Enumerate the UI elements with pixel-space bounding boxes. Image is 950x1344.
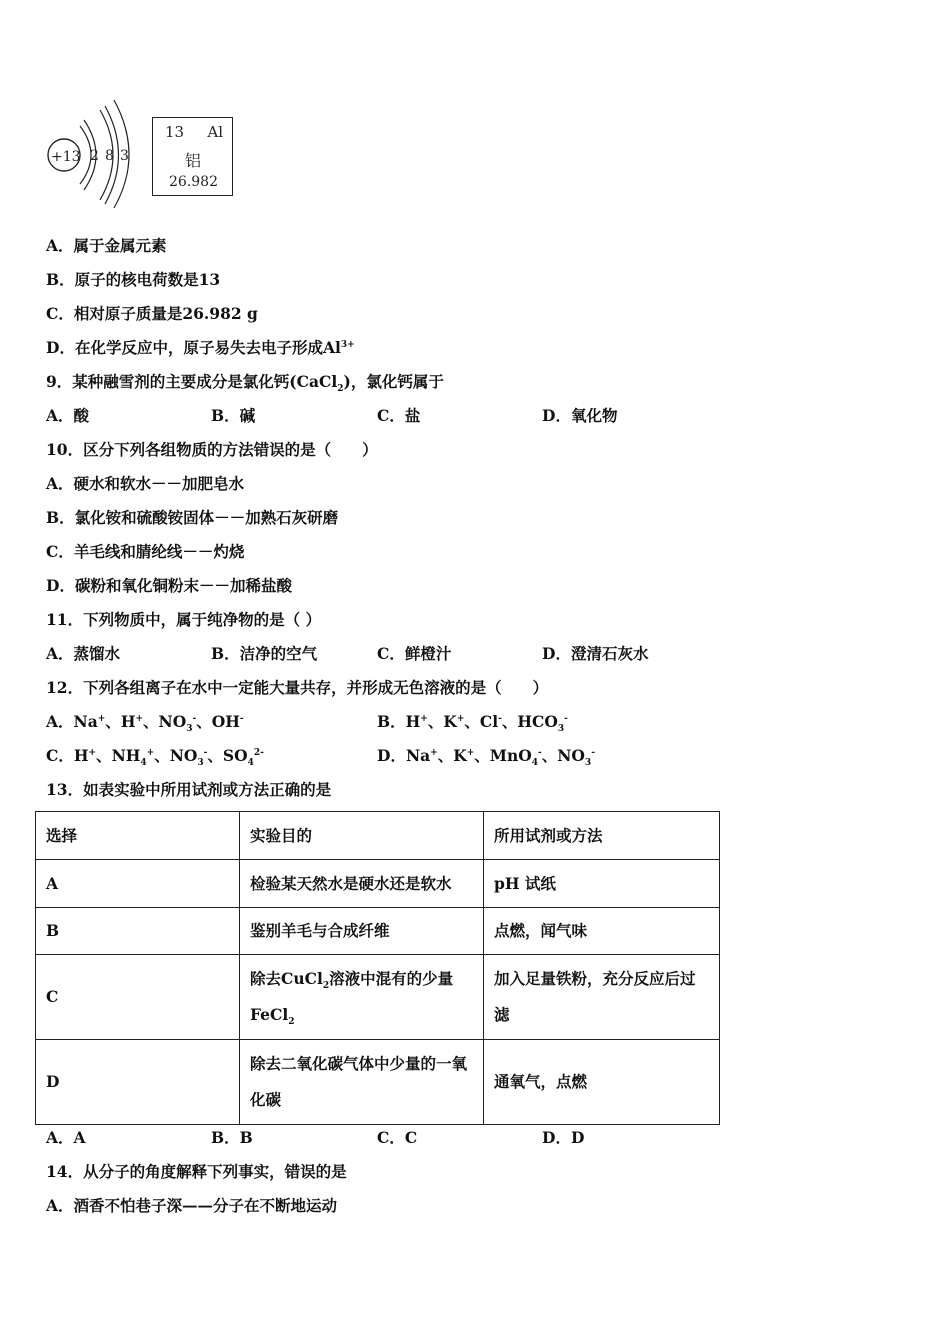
row-choice: C: [36, 955, 240, 1040]
table-row: [36, 955, 720, 1040]
q12-option-b: B．H+、K+、Cl-、$HCO_3^-$: [377, 712, 568, 735]
q9-option-d: D．氧化物: [542, 406, 618, 425]
shell-2-count: 8: [105, 148, 114, 164]
q14-stem: 14．从分子的角度解释下列事实，错误的是: [46, 1162, 347, 1181]
q8-option-c: C．相对原子质量是26.982 g: [46, 304, 258, 323]
row-purpose: 检验某天然水是硬水还是软水: [240, 860, 484, 908]
q10-option-b: B．氯化铵和硫酸铵固体－－加熟石灰研磨: [46, 508, 339, 527]
q9-option-a: A．酸: [46, 406, 90, 425]
row-purpose: 除去CuCl$_2$溶液中混有的少量 FeCl$_2$: [240, 955, 484, 1040]
row-method: pH 试纸: [484, 860, 720, 908]
table-row: [36, 1040, 720, 1125]
q12-option-d: D．Na+、K+、MnO$_4$-、$NO_3^-$: [377, 746, 595, 769]
q13-option-a: A．A: [46, 1128, 86, 1147]
q12-stem: 12．下列各组离子在水中一定能大量共存，并形成无色溶液的是（ ）: [46, 678, 549, 697]
table-row: [36, 908, 720, 955]
q11-option-c: C．鲜橙汁: [377, 644, 452, 663]
row-choice: B: [36, 908, 240, 955]
q8-option-d: D．在化学反应中，原子易失去电子形成$Al^{3+}$: [46, 338, 355, 357]
q10-option-a: A．硬水和软水－－加肥皂水: [46, 474, 245, 493]
row-method: 通氧气，点燃: [484, 1040, 720, 1125]
element-atomic-number: 13: [165, 123, 185, 141]
shell-3-count: 3: [120, 148, 129, 164]
element-atomic-mass: 26.982: [169, 174, 218, 190]
q13-option-c: C．C: [377, 1128, 418, 1147]
q13-stem: 13．如表实验中所用试剂或方法正确的是: [46, 780, 332, 799]
row-purpose: 除去二氧化碳气体中少量的一氧化碳: [240, 1040, 484, 1125]
q12-option-a: A．Na+、H+、$NO_3^-$、OH-: [46, 712, 244, 735]
q8-option-a: A．属于金属元素: [46, 236, 167, 255]
q11-stem: 11．下列物质中，属于纯净物的是（ ）: [46, 610, 321, 629]
table-row: [36, 860, 720, 908]
q11-option-a: A．蒸馏水: [46, 644, 121, 663]
row-purpose: 鉴别羊毛与合成纤维: [240, 908, 484, 955]
aluminum-atom-structure-diagram: [44, 96, 144, 208]
q9-option-b: B．碱: [211, 406, 256, 425]
row-method: 点燃，闻气味: [484, 908, 720, 955]
q10-option-c: C．羊毛线和腈纶线－－灼烧: [46, 542, 245, 561]
q8-option-b: B．原子的核电荷数是13: [46, 270, 221, 289]
q12-option-c: C．H+、$NH_4^+$、$NO_3^-$、$SO_4^{2-}$: [46, 746, 264, 769]
row-choice: A: [36, 860, 240, 908]
header-choice: 选择: [36, 812, 240, 860]
shell-1-count: 2: [90, 148, 99, 164]
q13-option-b: B．B: [211, 1128, 253, 1147]
q11-option-b: B．洁净的空气: [211, 644, 318, 663]
q13-experiment-table: [35, 811, 720, 1125]
q11-option-d: D．澄清石灰水: [542, 644, 649, 663]
row-choice: D: [36, 1040, 240, 1125]
q10-stem: 10．区分下列各组物质的方法错误的是（ ）: [46, 440, 378, 459]
element-periodic-cell: [152, 117, 233, 196]
table-header-row: [36, 812, 720, 860]
q13-option-d: D．D: [542, 1128, 585, 1147]
nucleus-label: +13: [51, 149, 81, 165]
q10-option-d: D．碳粉和氧化铜粉末－－加稀盐酸: [46, 576, 292, 595]
q9-stem: 9．某种融雪剂的主要成分是氯化钙(CaCl$_2$)，氯化钙属于: [46, 372, 444, 395]
element-chinese-name: 铝: [185, 151, 202, 170]
header-method: 所用试剂或方法: [484, 812, 720, 860]
q9-option-c: C．盐: [377, 406, 421, 425]
element-symbol: Al: [207, 123, 223, 141]
header-purpose: 实验目的: [240, 812, 484, 860]
row-method: 加入足量铁粉，充分反应后过滤: [484, 955, 720, 1040]
q14-option-a: A．酒香不怕巷子深——分子在不断地运动: [46, 1196, 338, 1215]
